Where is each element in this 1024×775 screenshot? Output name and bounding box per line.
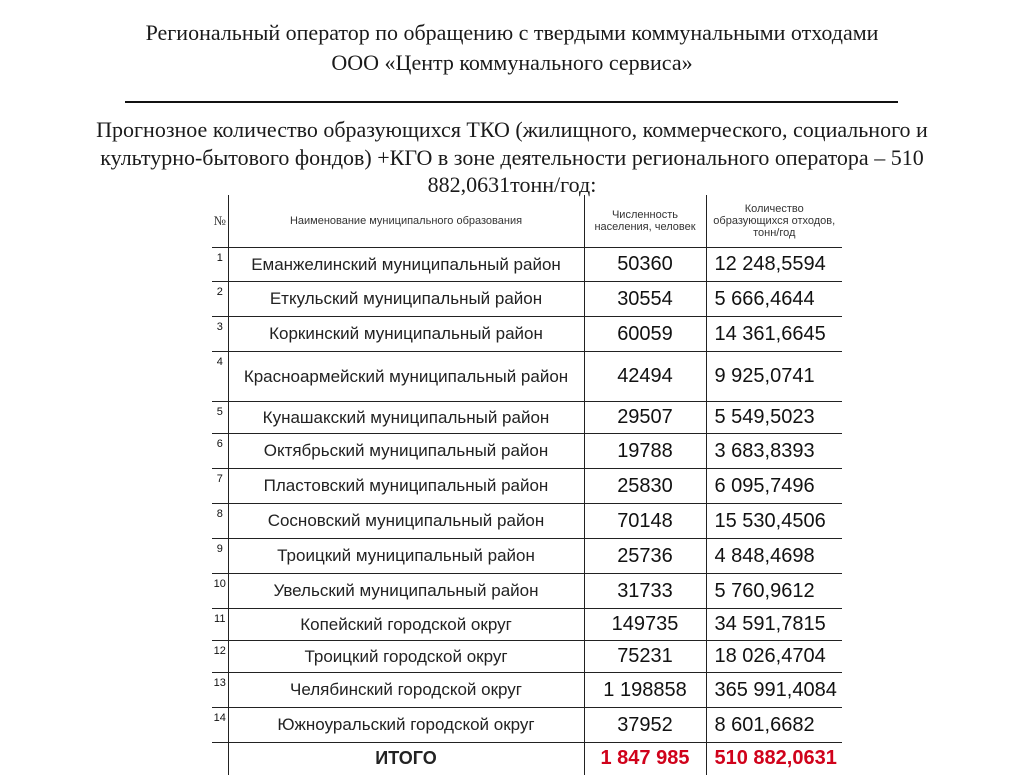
population-value: 42494 bbox=[584, 352, 706, 402]
municipality-name: Увельский муниципальный район bbox=[228, 574, 584, 609]
municipality-name: Кунашакский муниципальный район bbox=[228, 402, 584, 434]
population-value: 37952 bbox=[584, 708, 706, 743]
row-number: 9 bbox=[212, 539, 228, 574]
municipality-name: Октябрьский муниципальный район bbox=[228, 434, 584, 469]
waste-value: 5 760,9612 bbox=[706, 574, 842, 609]
table-row bbox=[212, 574, 842, 609]
header-line-2: ООО «Центр коммунального сервиса» bbox=[331, 50, 693, 75]
table-row bbox=[212, 609, 842, 641]
header-population: Численность населения, человек bbox=[584, 195, 706, 248]
waste-value: 3 683,8393 bbox=[706, 434, 842, 469]
municipality-name: Красноармейский муниципальный район bbox=[228, 352, 584, 402]
waste-value: 8 601,6682 bbox=[706, 708, 842, 743]
table-row bbox=[212, 248, 842, 282]
row-number: 13 bbox=[212, 673, 228, 708]
municipality-name: Пластовский муниципальный район bbox=[228, 469, 584, 504]
row-number: 8 bbox=[212, 504, 228, 539]
table-header-row bbox=[212, 195, 842, 248]
subtitle-line-1: Прогнозное количество образующихся ТКО (жилищного, коммерческого, социального и bbox=[96, 117, 928, 142]
municipality-name: Челябинский городской округ bbox=[228, 673, 584, 708]
waste-value: 5 666,4644 bbox=[706, 282, 842, 317]
population-value: 25736 bbox=[584, 539, 706, 574]
table-row bbox=[212, 282, 842, 317]
waste-value: 9 925,0741 bbox=[706, 352, 842, 402]
waste-value: 15 530,4506 bbox=[706, 504, 842, 539]
municipality-name: Коркинский муниципальный район bbox=[228, 317, 584, 352]
row-number: 10 bbox=[212, 574, 228, 609]
municipality-name: Еткульский муниципальный район bbox=[228, 282, 584, 317]
subtitle-line-3: 882,0631тонн/год: bbox=[427, 172, 597, 197]
row-number: 3 bbox=[212, 317, 228, 352]
population-value: 29507 bbox=[584, 402, 706, 434]
table-row bbox=[212, 469, 842, 504]
row-number: 5 bbox=[212, 402, 228, 434]
subtitle-line-2: культурно-бытового фондов) +КГО в зоне деятельности регионального оператора – 510 bbox=[100, 145, 924, 170]
row-number: 1 bbox=[212, 248, 228, 282]
row-number: 11 bbox=[212, 609, 228, 641]
waste-value: 18 026,4704 bbox=[706, 641, 842, 673]
table-total-row bbox=[212, 743, 842, 775]
row-number: 6 bbox=[212, 434, 228, 469]
population-value: 60059 bbox=[584, 317, 706, 352]
total-empty-cell bbox=[212, 743, 228, 775]
table-row bbox=[212, 708, 842, 743]
population-value: 31733 bbox=[584, 574, 706, 609]
table-body bbox=[212, 248, 842, 775]
header-municipality: Наименование муниципального образования bbox=[228, 195, 584, 248]
header-waste: Количество образующихся отходов, тонн/год bbox=[713, 203, 836, 239]
waste-value: 365 991,4084 bbox=[706, 673, 842, 708]
table-row bbox=[212, 317, 842, 352]
waste-value: 6 095,7496 bbox=[706, 469, 842, 504]
population-value: 50360 bbox=[584, 248, 706, 282]
row-number: 4 bbox=[212, 352, 228, 402]
waste-value: 14 361,6645 bbox=[706, 317, 842, 352]
header-line-1: Региональный оператор по обращению с твердыми коммунальными отходами bbox=[145, 20, 879, 45]
municipality-name: Еманжелинский муниципальный район bbox=[228, 248, 584, 282]
total-label: ИТОГО bbox=[228, 743, 584, 775]
waste-value: 12 248,5594 bbox=[706, 248, 842, 282]
municipality-name: Троицкий городской округ bbox=[228, 641, 584, 673]
table-row bbox=[212, 539, 842, 574]
table-row bbox=[212, 673, 842, 708]
municipality-name: Троицкий муниципальный район bbox=[228, 539, 584, 574]
table-row bbox=[212, 641, 842, 673]
population-value: 19788 bbox=[584, 434, 706, 469]
header-number: № bbox=[212, 195, 228, 248]
population-value: 75231 bbox=[584, 641, 706, 673]
waste-table bbox=[212, 195, 842, 775]
population-value: 1 198858 bbox=[584, 673, 706, 708]
waste-value: 4 848,4698 bbox=[706, 539, 842, 574]
header-separator bbox=[125, 101, 898, 103]
population-value: 70148 bbox=[584, 504, 706, 539]
row-number: 14 bbox=[212, 708, 228, 743]
municipality-name: Копейский городской округ bbox=[228, 609, 584, 641]
table-row bbox=[212, 352, 842, 402]
total-waste: 510 882,0631 bbox=[706, 743, 842, 775]
municipality-name: Сосновский муниципальный район bbox=[228, 504, 584, 539]
waste-value: 5 549,5023 bbox=[706, 402, 842, 434]
table-row bbox=[212, 402, 842, 434]
row-number: 7 bbox=[212, 469, 228, 504]
population-value: 149735 bbox=[584, 609, 706, 641]
total-population: 1 847 985 bbox=[584, 743, 706, 775]
table-row bbox=[212, 504, 842, 539]
municipality-name: Южноуральский городской округ bbox=[228, 708, 584, 743]
row-number: 2 bbox=[212, 282, 228, 317]
table-row bbox=[212, 434, 842, 469]
population-value: 30554 bbox=[584, 282, 706, 317]
waste-value: 34 591,7815 bbox=[706, 609, 842, 641]
population-value: 25830 bbox=[584, 469, 706, 504]
row-number: 12 bbox=[212, 641, 228, 673]
